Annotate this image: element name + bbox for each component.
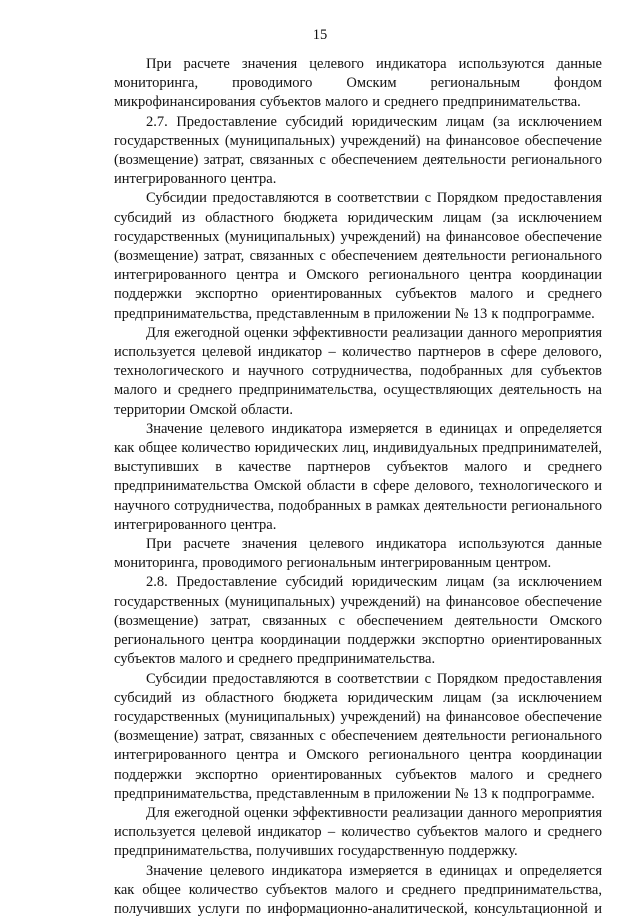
paragraph-indicator-calculation-center: При расчете значения целевого индикатора используются данные мониторинга, проводимого региональным интегрированным центром. <box>114 536 602 572</box>
paragraph-indicator-supported-subjects: Для ежегодной оценки эффективности реализации данного мероприятия используется целевой индикатор – количество субъектов малого и среднего предпринимательства, получивших государственную поддержку. <box>114 804 602 860</box>
paragraph-indicator-calculation-fund: При расчете значения целевого индикатора используются данные мониторинга, проводимого Омским региональным фондом микрофинансирования субъектов малого и среднего предпринимательства. <box>114 56 602 111</box>
document-body <box>114 55 602 919</box>
paragraph-indicator-partners: Для ежегодной оценки эффективности реализации данного мероприятия используется целевой индикатор – количество партнеров в сфере делового, технологического и научного сотрудничества, подобранных для субъектов малого и среднего предпринимательства, осуществляющих деятельность на территории Омской области. <box>114 324 602 418</box>
paragraph-indicator-measurement-partners: Значение целевого индикатора измеряется в единицах и определяется как общее количество юридических лиц, индивидуальных предпринимателей, выступивших в качестве партнеров субъектов малого и среднего предпринимательства Омской области в сфере делового, технологического и научного сотрудничества, подобранных в рамках деятельности регионального интегрированного центра. <box>114 420 602 533</box>
paragraph-subsidy-procedure-2-8: Субсидии предоставляются в соответствии с Порядком предоставления субсидий из областного бюджета юридическим лицам (за исключением государственных (муниципальных) учреждений) на финансовое обеспечение (возмещение) затрат, связанных с обеспечением деятельности регионального интегрированного центра и Омского регионального центра координации поддержки экспортно ориентированных субъектов малого и среднего предпринимательства, представленным в приложении № 13 к подпрограмме. <box>114 670 602 802</box>
page-number: 15 <box>312 27 328 43</box>
paragraph-subsidy-procedure-2-7: Субсидии предоставляются в соответствии с Порядком предоставления субсидий из областного бюджета юридическим лицам (за исключением государственных (муниципальных) учреждений) на финансовое обеспечение (возмещение) затрат, связанных с обеспечением деятельности регионального интегрированного центра и Омского регионального центра координации поддержки экспортно ориентированных субъектов малого и среднего предпринимательства, представленным в приложении № 13 к подпрограмме. <box>114 190 602 322</box>
paragraph-section-2-8: 2.8. Предоставление субсидий юридическим лицам (за исключением государственных (муниципальных) учреждений) на финансовое обеспечение (возмещение) затрат, связанных с обеспечением деятельности Омского регионального центра координации поддержки экспортно ориентированных субъектов малого и среднего предпринимательства. <box>114 574 602 668</box>
paragraph-section-2-7: 2.7. Предоставление субсидий юридическим лицам (за исключением государственных (муниципальных) учреждений) на финансовое обеспечение (возмещение) затрат, связанных с обеспечением деятельности регионального интегрированного центра. <box>114 113 602 188</box>
paragraph-indicator-measurement-subjects: Значение целевого индикатора измеряется в единицах и определяется как общее количество субъектов малого и среднего предпринимательства, получивших услуги по информационно-аналитической, консультационной и <box>114 862 602 917</box>
